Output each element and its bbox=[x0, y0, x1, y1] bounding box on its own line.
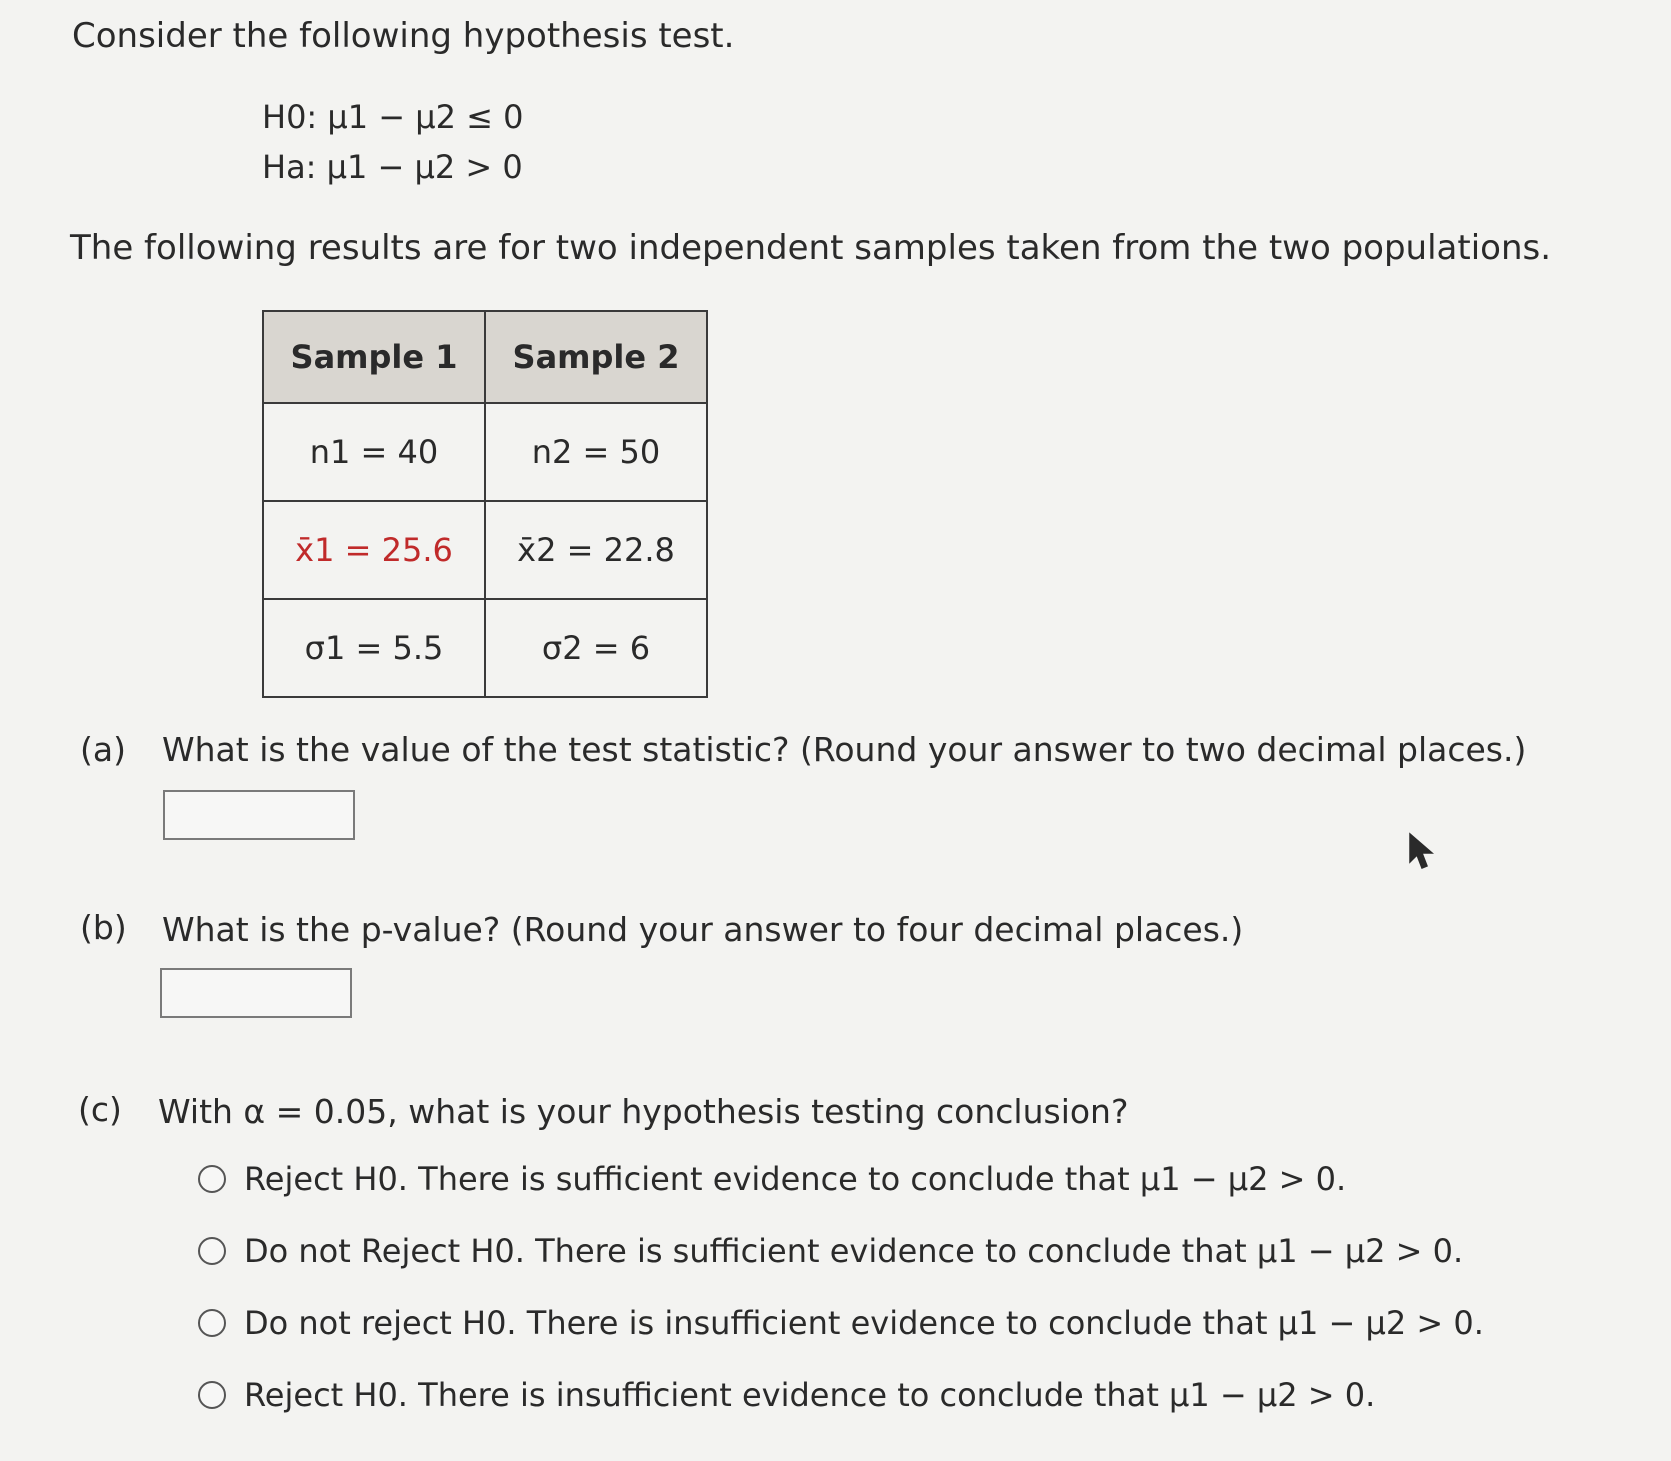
cell-x2: x̄2 = 22.8 bbox=[485, 501, 707, 599]
question-c-label: (c) bbox=[78, 1090, 122, 1129]
question-a-label: (a) bbox=[80, 730, 126, 769]
option-reject-insufficient[interactable] bbox=[198, 1376, 1375, 1414]
p-value-input[interactable] bbox=[160, 968, 352, 1018]
table-row bbox=[263, 599, 707, 697]
radio-circle-icon[interactable] bbox=[198, 1309, 226, 1337]
header-sample-1: Sample 1 bbox=[263, 311, 485, 403]
cell-n2: n2 = 50 bbox=[485, 403, 707, 501]
option-do-not-reject-insufficient[interactable] bbox=[198, 1304, 1484, 1342]
question-a-text: What is the value of the test statistic? (Round your answer to two decimal places.) bbox=[162, 730, 1527, 769]
null-hypothesis: H0: μ1 − μ2 ≤ 0 bbox=[262, 98, 524, 136]
option-do-not-reject-sufficient[interactable] bbox=[198, 1232, 1463, 1270]
option-label: Reject H0. There is sufficient evidence to conclude that μ1 − μ2 > 0. bbox=[244, 1160, 1347, 1198]
option-reject-sufficient[interactable] bbox=[198, 1160, 1346, 1198]
test-statistic-input[interactable] bbox=[163, 790, 355, 840]
samples-table bbox=[262, 310, 708, 698]
option-label: Do not reject H0. There is insufficient evidence to conclude that μ1 − μ2 > 0. bbox=[244, 1304, 1484, 1342]
option-label: Reject H0. There is insufficient evidence to conclude that μ1 − μ2 > 0. bbox=[244, 1376, 1376, 1414]
cell-x1: x̄1 = 25.6 bbox=[263, 501, 485, 599]
table-row bbox=[263, 403, 707, 501]
cell-n1: n1 = 40 bbox=[263, 403, 485, 501]
cell-s1: σ1 = 5.5 bbox=[263, 599, 485, 697]
mouse-pointer-icon bbox=[1408, 832, 1434, 872]
intro-text: Consider the following hypothesis test. bbox=[72, 16, 735, 56]
table-header-row bbox=[263, 311, 707, 403]
radio-circle-icon[interactable] bbox=[198, 1165, 226, 1193]
question-b-label: (b) bbox=[80, 908, 127, 947]
results-text: The following results are for two independent samples taken from the two populations. bbox=[70, 228, 1552, 268]
question-b-text: What is the p-value? (Round your answer to four decimal places.) bbox=[162, 910, 1244, 949]
radio-circle-icon[interactable] bbox=[198, 1237, 226, 1265]
cell-s2: σ2 = 6 bbox=[485, 599, 707, 697]
option-label: Do not Reject H0. There is sufficient evidence to conclude that μ1 − μ2 > 0. bbox=[244, 1232, 1464, 1270]
alternative-hypothesis: Ha: μ1 − μ2 > 0 bbox=[262, 148, 523, 186]
table-row bbox=[263, 501, 707, 599]
header-sample-2: Sample 2 bbox=[485, 311, 707, 403]
question-c-text: With α = 0.05, what is your hypothesis testing conclusion? bbox=[158, 1092, 1129, 1131]
radio-circle-icon[interactable] bbox=[198, 1381, 226, 1409]
